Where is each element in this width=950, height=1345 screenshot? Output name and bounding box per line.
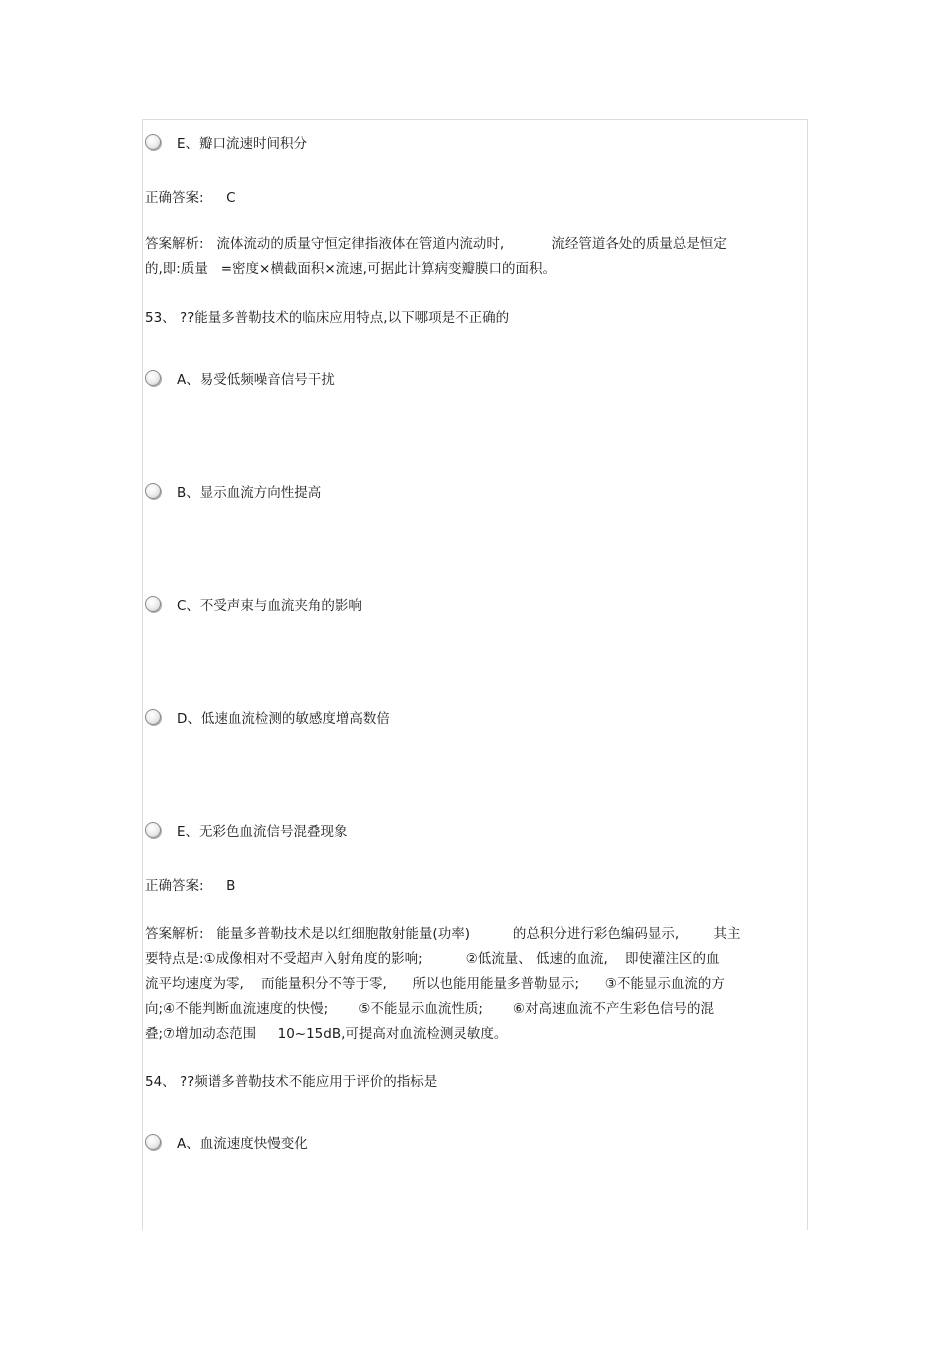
option-label: B、显示血流方向性提高: [177, 485, 322, 501]
radio-icon[interactable]: [145, 596, 161, 612]
question-54-title: 54、 ??频谱多普勒技术不能应用于评价的指标是: [145, 1074, 438, 1090]
answer-label: 正确答案:: [145, 190, 204, 206]
answer-label: 正确答案:: [145, 878, 204, 894]
radio-icon[interactable]: [145, 483, 161, 499]
radio-icon[interactable]: [145, 1134, 161, 1150]
option-label: E、无彩色血流信号混叠现象: [177, 824, 348, 840]
radio-icon[interactable]: [145, 709, 161, 725]
question-53-title: 53、 ??能量多普勒技术的临床应用特点,以下哪项是不正确的: [145, 310, 510, 326]
radio-icon[interactable]: [145, 134, 161, 150]
answer-value: B: [226, 878, 236, 894]
radio-icon[interactable]: [145, 370, 161, 386]
analysis-line: 答案解析: 能量多普勒技术是以红细胞散射能量(功率) 的总积分进行彩色编码显示, 其主: [145, 926, 741, 942]
analysis-prev: [145, 232, 807, 282]
correct-answer-prev: [145, 190, 236, 206]
analysis-line: 的,即:质量 =密度×横截面积×流速,可据此计算病变瓣膜口的面积。: [145, 261, 556, 277]
analysis-line: 答案解析: 流体流动的质量守恒定律指液体在管道内流动时, 流经管道各处的质量总是恒定: [145, 236, 727, 252]
analysis-line: 流平均速度为零, 而能量积分不等于零, 所以也能用能量多普勒显示; ③不能显示血流的方: [145, 976, 725, 992]
answer-value: C: [226, 190, 236, 206]
analysis-53: [145, 922, 807, 1047]
option-label: E、瓣口流速时间积分: [177, 136, 308, 152]
correct-answer-53: [145, 878, 235, 894]
content-frame: [142, 119, 808, 1230]
option-label: C、不受声束与血流夹角的影响: [177, 598, 362, 614]
analysis-line: 要特点是:①成像相对不受超声入射角度的影响; ②低流量、 低速的血流, 即使灌注区的血: [145, 951, 720, 967]
radio-icon[interactable]: [145, 822, 161, 838]
option-label: A、易受低频噪音信号干扰: [177, 372, 335, 388]
analysis-line: 向;④不能判断血流速度的快慢; ⑤不能显示血流性质; ⑥对高速血流不产生彩色信号的混: [145, 1001, 715, 1017]
option-label: D、低速血流检测的敏感度增高数倍: [177, 711, 390, 727]
analysis-line: 叠;⑦增加动态范围 10~15dB,可提高对血流检测灵敏度。: [145, 1026, 508, 1042]
option-label: A、血流速度快慢变化: [177, 1136, 308, 1152]
